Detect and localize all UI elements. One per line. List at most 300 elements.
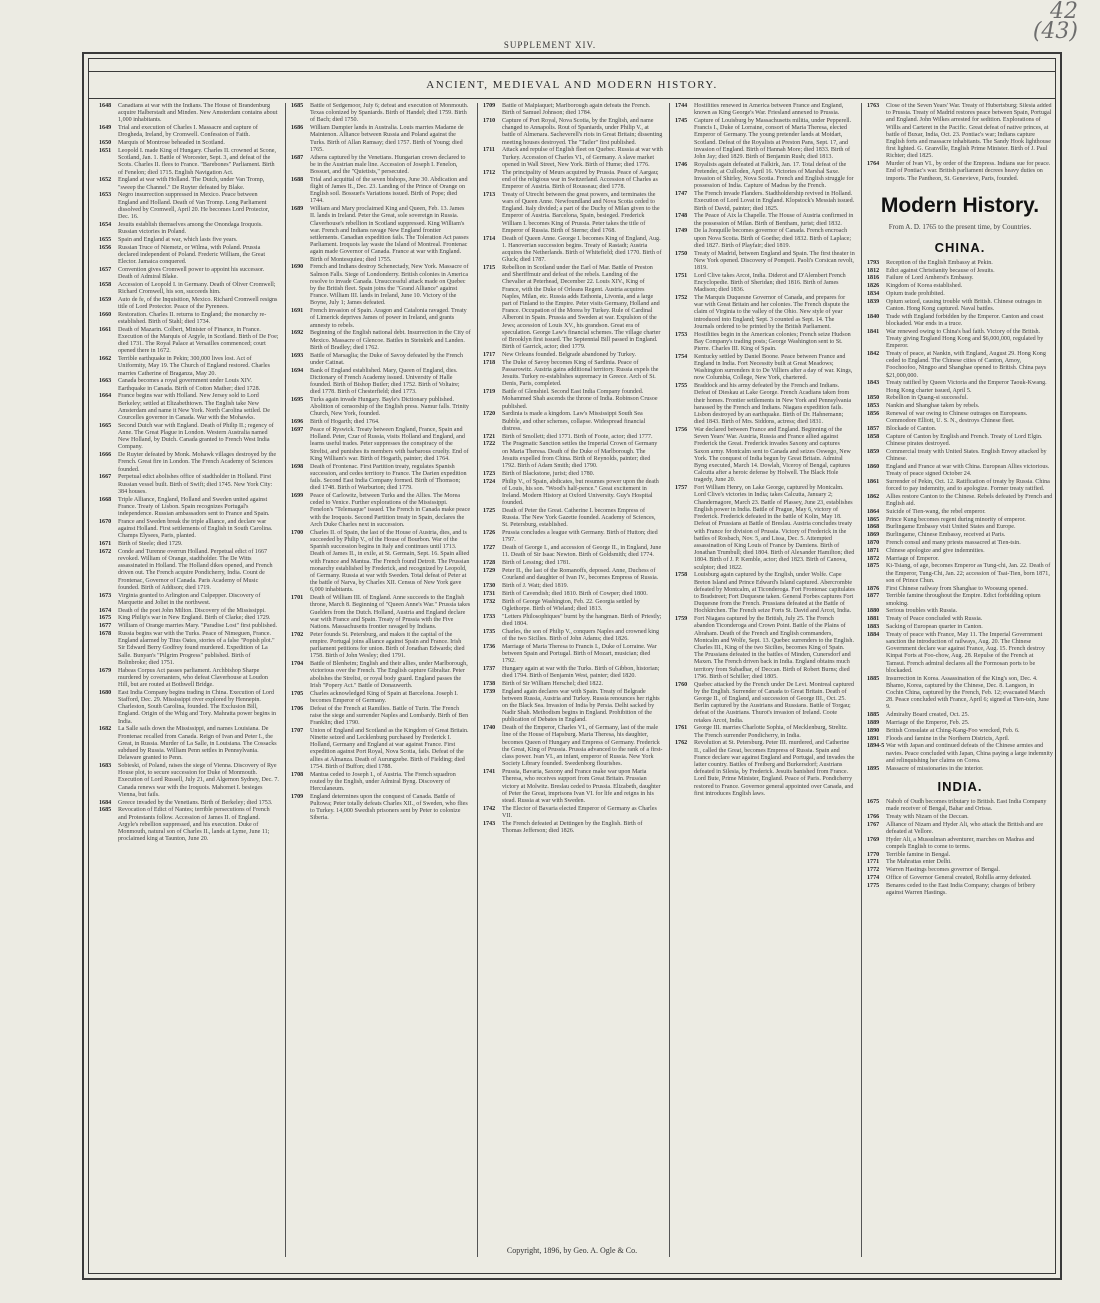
entry-text: Kentucky settled by Daniel Boone. Peace between France and England in India. Fort Necessity built at Great Meadows; Washington surrenders it to De Villiers after a day of war. Kings, now Columbia, College, New York, chartered. (694, 353, 853, 382)
entry-text: Battle of Malplaquet; Marlborough again defeats the French. Birth of Samuel Johnson; died 1784. (502, 103, 651, 117)
entry-year: 1839 (867, 298, 880, 305)
entry-text: French and Indians destroy Schenectady, New York. Massacre of Salmon Falls. Siege of Londonderry. British colonies in America resolve to invade Canada. Unsuccessful attack made on Quebec by the British fleet. Spain joins the "Grand Alliance" against France. William III. lands in Ireland, June 10. Victory of the Boyne, July 1; James defeated. (310, 264, 469, 307)
entry-text: Marriage of Maria Theresa to Francis I., Duke of Lorraine. War between Spain and Portugal. Birth of Mozart, musician; died 1792. (502, 643, 657, 665)
entry-text: Canada becomes a royal government under Louis XIV. Earthquake in Canada. Birth of Cotton Mather; died 1728. (118, 378, 261, 392)
history-entry (99, 541, 279, 548)
entry-year: 1655 (99, 236, 112, 243)
entry-text: Battle of Marsaglia; the Duke of Savoy defeated by the French under Catinat. (310, 352, 463, 366)
history-entry (867, 766, 1053, 773)
history-entry (99, 103, 279, 125)
entry-text: Capture of Canton by English and French. Treaty of Lord Elgin. Chinese pirates destroyed. (886, 433, 1043, 448)
history-entry (483, 806, 663, 820)
entry-text: The principality of Meurs acquired by Prussia. Peace of Aargau; end of the religious war in Switzerland. Accession of Charles as Emperor of Austria. Birth of Rousseau; died 1778. (502, 169, 659, 191)
entry-year: 1740 (483, 725, 496, 732)
history-entry (483, 599, 663, 613)
history-entry (675, 251, 855, 273)
history-entry (99, 140, 279, 147)
entry-year: 1708 (291, 771, 304, 778)
entry-text: Close of the Seven Years' War. Treaty of Hubertsburg; Silesia added to Prussia. Treaty of Madrid restores peace between Spain, Portugal and England. John Wilkes arrested for sedition. Explorations of Willis and Carteret in the Pacific. Great defeat of native princes, at battle of Buxar, India, Oct. 23. Pontiac's war; Indians capture English forts and massacre inhabitants. The Sandy Hook lighthouse first lighted. G. Granville, English Prime Minister. Birth of J. Paul Richter; died 1825. (886, 103, 1052, 160)
history-entry (291, 308, 471, 330)
history-entry (483, 170, 663, 192)
history-entry (99, 192, 279, 221)
column-divider (669, 103, 670, 1257)
entry-year: 1885 (867, 675, 880, 682)
entry-year: 1648 (99, 103, 112, 109)
entry-year: 1700 (291, 529, 304, 536)
section-heading: INDIA. (937, 778, 983, 794)
history-entry (867, 426, 1053, 433)
history-entry (867, 275, 1053, 282)
history-entry (483, 560, 663, 567)
entry-year: 1856 (867, 411, 880, 418)
history-entry (99, 623, 279, 630)
entry-text: Ki-Tsiang, of age, becomes Emperor as Tung-chi, Jan. 22. Death of the Emperor, Tung-Chi, Jan. 22; accession of Tsai-Tien, born 1871, son of Prince Chun. (886, 563, 1051, 584)
entry-year: 1736 (483, 643, 496, 650)
entry-text: Failure of Lord Amherst's Embassy. (886, 275, 974, 282)
entry-year: 1759 (675, 616, 688, 623)
entry-year: 1760 (675, 681, 688, 688)
entry-text: Reception of the English Embassy at Pekin. (886, 259, 993, 266)
history-entry (867, 676, 1053, 712)
entry-text: Nankin and Shanghae taken by rebels. (886, 403, 980, 410)
entry-year: 1774 (867, 874, 880, 881)
entry-text: Alliance of Nizam and Hyder Ali, who attack the British and are defeated at Vellore. (886, 821, 1044, 835)
entry-text: War declared between France and England. Beginning of the Seven Years' War. Austria, Russia and France allied against Frederick the Great. Frederick invades Saxony and captures Saxon army. Montcalm sent to Canada and seizes Oswego, New York. The conquest of India begun by Great Britain. Admiral Byng executed, March 14. Dowlah, Viceroy of Bengal, captures Calcutta after a heroic defense by Holwell. The Black Hole tragedy, June 20. (694, 427, 851, 484)
entry-text: Treaty of peace, at Nankin, with England, August 29. Hong Kong ceded to England. The Chinese cities of Canton, Amoy, Foochoofoo, Ningpo and Shanghae opened to British. China pays $21,000,000. (886, 351, 1047, 379)
entry-text: Birth of J. Watt; died 1819. (502, 583, 569, 590)
entry-year: 1894-5 (867, 743, 885, 750)
entry-text: Birth of Smollett; died 1771. Birth of Foote, actor; died 1777. (502, 433, 653, 440)
entry-text: Burlingame Embassy visit United States and Europe. (886, 524, 1016, 531)
entry-text: Prussia, Bavaria, Saxony and France make war upon Maria Theresa, who receives support from Great Britain. Prussian victory at Molwitz. Breslau ceded to Prussia. Elizabeth, daughter of Peter the Great, imprisons Ivan VI. for life and reigns in his stead. Russia at war with Sweden. (502, 769, 661, 804)
entry-year: 1724 (483, 478, 496, 485)
entry-year: 1763 (867, 103, 880, 109)
history-entry (99, 497, 279, 519)
entry-year: 1725 (483, 508, 496, 515)
history-entry (99, 237, 279, 244)
history-entry (867, 517, 1053, 524)
history-entry (99, 282, 279, 296)
history-entry (483, 118, 663, 147)
entry-year: 1709 (483, 103, 496, 109)
history-entry (675, 228, 855, 250)
history-entry (291, 493, 471, 529)
entry-year: 1649 (99, 125, 112, 132)
history-entry (675, 213, 855, 227)
history-entry (867, 380, 1053, 394)
entry-text: Mantua ceded to Joseph I., of Austria. The French squadron routed by the English, under Admiral Byng. Discovery of Herculaneum. (310, 771, 456, 792)
history-entry (867, 867, 1053, 874)
entry-year: 1761 (675, 725, 688, 732)
entry-text: Massacre of missionaries in the interior. (886, 765, 984, 772)
column-divider (285, 103, 286, 1257)
history-entry (99, 393, 279, 422)
entry-text: Commercial treaty with United States. English Envoy attacked by Chinese. (886, 448, 1047, 463)
entry-text: The French invade Flanders. Stadtholdership revived in Holland. Execution of Lord Lovat in England. Klopstock's Messiah issued. Birth of David, painter; died 1825. (694, 191, 855, 212)
entry-year: 1688 (291, 176, 304, 183)
modern-history-title: Modern History. (880, 193, 1040, 217)
entry-text: The Pragmatic Sanction settles the Imperial Crown of Germany on Maria Theresa. Death of the Duke of Marlborough. The Jesuits expelled from China. Birth of Reynolds, painter; died 1792. Birth of Adam Smith; died 1790. (502, 441, 658, 470)
entry-text: Treaty of Madrid, between England and Spain. The first theater in New York opened. Discovery of Pompeii. Paoli's Corsican revolt, 1819. (694, 250, 855, 272)
entry-text: Death of Mazarin. Colbert, Minister of Finance, in France. Execution of the Marquis of Argyle, in Scotland. Birth of De Foe; died 1731. The Royal Palace at Versailles commenced; court opened there in 1672. (118, 326, 279, 355)
history-entry (99, 763, 279, 799)
entry-year: 1793 (867, 259, 880, 266)
entry-text: Conde and Turenne overrun Holland. Perpetual edict of 1667 revoked. William of Orange, stadtholder. The De Witts assassinated in Holland. The Holland dikes opened, and French driven out. The French acquire Pondicherry, India. Count de Frontenac, Governor of Canada. Paris Academy of Music founded. Birth of Addison; died 1719. (118, 548, 273, 591)
entry-year: 1692 (291, 330, 304, 337)
entry-text: Blockade of Canton. (886, 426, 937, 433)
entry-year: 1853 (867, 403, 880, 410)
entry-year: 1712 (483, 169, 496, 176)
history-entry (483, 479, 663, 508)
entry-year: 1731 (483, 590, 496, 597)
history-entry (675, 191, 855, 213)
column-divider (861, 103, 862, 1257)
history-entry (291, 772, 471, 794)
entry-text: Rebellion in Quang-si successful. (886, 395, 968, 402)
history-entry (291, 177, 471, 206)
entry-year: 1717 (483, 352, 496, 359)
history-entry (867, 494, 1053, 508)
entry-text: Bank of England established. Mary, Queen of England, dies. Dictionary of French Academy issued. University of Halle founded. Birth of Bishop Butler; died 1752. Birth of Voltaire; died 1778. Birth of Chesterfield; died 1773. (310, 367, 460, 396)
entry-year: 1876 (867, 585, 880, 592)
history-entry (291, 264, 471, 307)
entry-text: William of Orange marries Mary. "Paradise Lost" first published. (118, 623, 278, 630)
history-entry (483, 236, 663, 265)
entry-text: Athens captured by the Venetians. Hungarian crown declared to be in the Austrian male line. Accession of Joseph I. Fenelon, Bossuet, and the "Quietists," persecuted. (310, 154, 466, 176)
entry-text: Birth of Blackstone, jurist; died 1780. (502, 470, 595, 477)
entry-text: East India Company begins trading in China. Execution of Lord Stafford, Dec. 29. Mississippi river explored by Hennepin. Charleston, South Carolina, founded. The Exclusion Bill, England. Origin of the Whig and Tory. Mahratta power begins in India. (118, 689, 277, 725)
history-entry (99, 519, 279, 541)
entry-text: Restoration. Charles II. returns to England; the monarchy re-established. Birth of Stahl; died 1734. (118, 311, 267, 326)
entry-text: Auto de fe, of the Inquisition, Mexico. Richard Cromwell resigns title of Lord Protector. Peace of the Pyrenees. (118, 296, 278, 311)
history-entry (291, 368, 471, 397)
entry-text: Greece invaded by the Venetians. Birth of Berkeley; died 1753. (118, 799, 273, 806)
entry-text: Capture of Louisburg by Massachusetts militia, under Pepperell. Francis I., Duke of Lorraine, consort of Maria Theresa, elected Emperor of Germany. The young pretender lands at Moidart, Scotland. Defeat of the Royalists at Preston Pans, Sept. 17, and invasion of England. Birth of Hannah More; died 1833. Birth of John Jay; died 1829. Birth of Benjamin Rush; died 1813. (694, 118, 852, 161)
history-entry (483, 821, 663, 835)
entry-year: 1666 (99, 452, 112, 459)
entry-year: 1889 (867, 720, 880, 726)
history-entry (867, 479, 1053, 493)
entry-year: 1772 (867, 867, 880, 874)
entry-year: 1670 (99, 518, 112, 525)
entry-text: Sardinia is made a kingdom. Law's Mississippi South Sea Bubble, and other schemes, collapse. Widespread financial distress. (502, 411, 646, 432)
entry-year: 1875 (867, 563, 880, 570)
history-entry (483, 441, 663, 470)
entry-year: 1685 (291, 103, 304, 109)
history-entry (675, 354, 855, 383)
history-entry (675, 616, 855, 681)
history-entry (99, 608, 279, 615)
history-entry (99, 615, 279, 622)
entry-text: France and Sweden break the triple alliance, and declare war against Holland. First settlements of English in South Carolina. Champs Elysees, Paris, planted. (118, 518, 273, 540)
entry-text: War renewed owing to China's bad faith. Victory of the British. Treaty giving England Hong Kong and $6,000,000, regulated by Emperor. (886, 328, 1044, 350)
entry-text: Benares ceded to the East India Company; charges of bribery against Warren Hastings. (886, 882, 1036, 896)
entry-text: Office of Governor General created, Rohilla army defeated. (886, 874, 1032, 881)
entry-year: 1812 (867, 267, 880, 274)
entry-text: Birth of Cavendish; died 1810. Birth of Cowper; died 1800. (502, 590, 648, 597)
entry-year: 1746 (675, 161, 688, 168)
entry-text: Terrible earthquake in Pekin; 300,000 lives lost. Act of Uniformity, May 19. The Church of England restored. Charles marries Catherine of Braganza, May 20. (118, 356, 270, 377)
entry-year: 1747 (675, 191, 688, 198)
entry-text: Serious troubles with Russia. (886, 608, 958, 615)
entry-text: Allies restore Canton to the Chinese. Rebels defeated by French and English aid. (886, 493, 1053, 508)
history-entry (867, 593, 1053, 607)
entry-year: 1754 (675, 353, 688, 360)
entry-text: Philip V., of Spain, abdicates, but resumes power upon the death of Louis, his son. "Wood's half-pence." Great excitement in Ireland. Modern History at Oxford University. Guy's Hospital founded. (502, 478, 659, 507)
entry-year: 1869 (867, 532, 880, 539)
entry-year: 1816 (867, 275, 880, 282)
history-entry (483, 471, 663, 478)
entry-year: 1749 (675, 228, 688, 235)
history-entry (99, 312, 279, 326)
entry-year: 1895 (867, 765, 880, 772)
entry-year: 1683 (99, 763, 112, 770)
entry-text: Hostilities renewed in America between France and England, known as King George's War. Friesland annexed to Prussia. (694, 103, 844, 117)
entry-text: Birth of Lessing; died 1781. (502, 560, 571, 567)
history-entry (99, 726, 279, 762)
entry-text: Hyder Ali, a Mussulman adventurer, marches on Madras and compels English to come to terms. (886, 836, 1035, 850)
entry-text: Prussia concludes a league with Germany. Birth of Hutton; died 1797. (502, 530, 658, 544)
page-inner-frame (88, 58, 1056, 1274)
entry-text: Admiralty Board created, Oct. 25. (886, 712, 970, 719)
entry-year: 1730 (483, 583, 496, 590)
entry-text: Lord Clive takes Arcot, India. Diderot and D'Alembert French Encyclopedie. Birth of Sheridan; died 1816. Birth of James Madison; died 1836. (694, 272, 846, 294)
history-entry (483, 591, 663, 598)
history-entry (483, 508, 663, 530)
entry-year: 1682 (99, 726, 112, 733)
entry-text: Death of Peter the Great. Catherine I. becomes Empress of Russia. The New York Gazette founded. Academy of Sciences, St. Petersburg, established. (502, 508, 656, 529)
history-entry (483, 147, 663, 169)
entry-year: 1726 (483, 530, 496, 537)
entry-text: Renewal of war owing to Chinese outrages on Europeans. Commodore Elliott, U. S. N., destroys Chinese fleet. (886, 411, 1028, 425)
entry-year: 1739 (483, 688, 496, 695)
column-divider (477, 103, 478, 1257)
history-entry (291, 330, 471, 352)
entry-year: 1659 (99, 296, 112, 303)
entry-year: 1742 (483, 805, 496, 812)
history-entry (99, 690, 279, 726)
history-entry (675, 332, 855, 354)
entry-text: England and France at war with China. European Allies victorious. Treaty of peace signed October 24. (886, 463, 1050, 478)
section-heading: CHINA. (934, 239, 986, 255)
history-entry (867, 556, 1053, 563)
history-entry (867, 852, 1053, 859)
entry-year: 1758 (675, 572, 688, 579)
entry-text: Death of Frontenac. First Partition treaty, regulates Spanish succession, and cedes territory to France. The Darien expedition fails. Second East India Company formed. Birth of Thomson; died 1748. Birth of Warburton; died 1779. (310, 463, 467, 492)
entry-year: 1877 (867, 593, 880, 600)
history-entry (867, 743, 1053, 765)
entry-text: Battle of Blenheim; English and their allies, under Marlborough, victorious over the French. The English capture Gibraltar. Peter abolishes the Streltsi, or royal body guard. England passes the Irish "Popery Act." Battle of Donauwerth. (310, 661, 468, 689)
entry-text: Warren Hastings becomes governor of Bengal. (886, 867, 1000, 874)
entry-text: Sobieski, of Poland, raises the siege of Vienna. Discovery of Rye House plot, to secure succession for Duke of Monmouth. Execution of Lord Russell, July 21, and Algernon Sydney, Dec. 7. Canada renews war with the Iroquois. Mahomet I. besieges Vienna, but fails. (118, 763, 279, 798)
entry-year: 1753 (675, 331, 688, 338)
history-entry (867, 314, 1053, 328)
entry-year: 1714 (483, 235, 496, 242)
entry-text: Nabob of Oudh becomes tributary to British. East India Company made receiver of Bengal, Bahar and Orissa. (886, 798, 1047, 812)
entry-year: 1651 (99, 148, 112, 154)
entry-text: Marriage of Emperor. (886, 555, 939, 562)
entry-year: 1698 (291, 463, 304, 470)
page-frame (82, 52, 1062, 1280)
entry-text: Sacking of European quarter in Canton. (886, 623, 983, 630)
entry-year: 1694 (291, 367, 304, 374)
entry-text: Trial and execution of Charles I. Massacre and capture of Drogheda, Ireland, by Cromwell. Confession of Faith. (118, 125, 258, 139)
history-entry (867, 403, 1053, 410)
history-entry (867, 728, 1053, 735)
history-entry (483, 352, 663, 359)
history-entry (99, 356, 279, 378)
entry-text: Marquis of Montrose beheaded in Scotland. (118, 140, 225, 147)
entry-year: 1713 (483, 191, 496, 198)
entry-year: 1695 (291, 397, 304, 404)
entry-text: The Elector of Bavaria elected Emperor of Germany as Charles VII. (502, 805, 657, 819)
entry-year: 1751 (675, 272, 688, 279)
entry-year: 1722 (483, 441, 496, 448)
entry-year: 1679 (99, 667, 112, 674)
history-entry (99, 148, 279, 177)
entry-year: 1672 (99, 548, 112, 555)
entry-text: Revocation of Edict of Nantes; terrible persecutions of French and Protestants follow. Accession of James II. of England. Argyle's rebellion suppressed, and his execution. Duke of Monmouth, natural son of Charles II., lands at Lyme, June 11; proclaimed king at Taunton, June 20. (118, 807, 270, 843)
entry-text: Trial and acquittal of the seven bishops, June 30. Abdication and flight of James II., Dec. 23. Landing of the Prince of Orange on English soil. Bossuet's Variations issued. Birth of Pope; died 1744. (310, 176, 468, 205)
entry-year: 1654 (99, 221, 112, 228)
entry-text: Russia begins war with the Turks. Peace of Nimeguen, France. England alarmed by Titus Oates, stories of a false "Popish plot." Sir Edward Berry Godfrey found murdered. Expedition of La Salle. Bunyan's "Pilgrim Progress" published. Birth of Bolinbroke; died 1751. (118, 631, 275, 666)
history-entry (867, 449, 1053, 463)
entry-year: 1668 (99, 496, 112, 503)
entry-text: Hostilities begin in the American colonies; French seize Hudson Bay Company's trading posts; George Washington sent to St. Pierre. Charles III. King of Spain. (694, 331, 851, 353)
entry-year: 1656 (99, 244, 112, 251)
history-entry (483, 411, 663, 433)
entry-text: Trade with England forbidden by the Emperor. Canton and coast blockaded. War ends in a truce. (886, 313, 1044, 328)
history-entry (675, 572, 855, 615)
modern-history-subtitle: From A. D. 1765 to the present time, by Countries. (888, 222, 1032, 231)
entry-year: 1860 (867, 463, 880, 470)
entry-text: Treaty of Utrecht between the great powers, and terminates the wars of Queen Anne. Newfoundland and Nova Scotia ceded to England. Italy divided; a part of the Duchy of Milan given to the Emperor of Austria. Barcelona, Spain, besieged. Frederick William I. becomes King of Prussia. Peter takes the title of Emperor of Russia. Birth of Sterne; died 1768. (502, 191, 660, 234)
entry-year: 1664 (99, 393, 112, 400)
entry-text: Death of Queen Anne. George I. becomes King of England, Aug. 1. Hanoverian succession begins. Treaty of Rastadt; Austria acquires the Netherlands. Birth of Whitefield; died 1770. Birth of Gluck; died 1787. (502, 235, 662, 264)
entry-text: La Salle sails down the Mississippi, and names Louisiana. De Frontenac recalled from Canada. Reign of Ivan and Peter I., the Great, in Russia. Murder of La Salle, in Louisiana. The Cossacks subdued by Russia. William Penn settles in Pennsylvania. Delaware granted to Penn. (118, 726, 277, 762)
entry-text: Floods and famine in the Northern Districts, April. (886, 735, 1010, 742)
entry-year: 1709 (291, 793, 304, 800)
entry-text: First Chinese railway from Shanghae to Woosung opened. (886, 585, 1028, 592)
entry-text: Jesuits establish themselves among the Onondaga Iroquois. Russian victories in Poland. (118, 221, 263, 236)
entry-year: 1885 (867, 712, 880, 719)
entry-year: 1687 (291, 154, 304, 161)
history-entry (483, 769, 663, 805)
entry-year: 1842 (867, 351, 880, 358)
history-entry (483, 265, 663, 351)
entry-year: 1884 (867, 631, 880, 638)
entry-text: Kingdom of Korea established. (886, 283, 963, 290)
entry-year: 1862 (867, 493, 880, 500)
entry-year: 1721 (483, 433, 496, 440)
entry-year: 1748 (675, 213, 688, 220)
history-entry (483, 689, 663, 725)
entry-year: 1857 (867, 426, 880, 433)
entry-year: 1675 (867, 798, 880, 805)
entry-text: Death of George I., and accession of George II., in England, June 11. Death of Sir Isaac Newton. Birth of Goldsmith; died 1774. (502, 545, 662, 559)
entry-text: Edict against Christianity because of Jesuits. (886, 267, 995, 274)
history-entry (867, 720, 1053, 727)
entry-text: Quebec attacked by the French under De Levi. Montreal captured by the English. Surrender of Canada to Great Britain. Death of George II., of England, and succession of George III., Oct. 25. Berlin captured by the Austrians and Russians. Battle of Torgau; defeat of the Austrians. Thurot's invasion of Ireland. Coote retakes Arcot, India. (694, 681, 855, 724)
history-entry (99, 327, 279, 356)
entry-text: Burlingame, Chinese Embassy, received at Paris. (886, 532, 1006, 539)
history-entry (675, 725, 855, 739)
entry-year: 1883 (867, 623, 880, 630)
entry-year: 1859 (867, 448, 880, 455)
entry-text: King Philip's war in New England. Birth of Clarke; died 1729. (118, 615, 271, 622)
history-entry (483, 360, 663, 389)
entry-text: Treaty of peace with France, May 11. The Imperial Government sanction the introduction of railways, Aug. 20. The Chinese Government declare war against France, Aug. 15. French destroy Kinpai Forts at Foo-chow, Aug. 28. Repulse of the French at Tamsui. French admiral declares all the Formosan ports to be blockaded. (886, 631, 1045, 674)
entry-year: 1707 (291, 727, 304, 734)
supplement-label: SUPPLEMENT XIV. (503, 40, 597, 50)
entry-text: Death of the poet John Milton. Discovery of the Mississippi. (118, 607, 266, 614)
history-entry (867, 299, 1053, 313)
history-entry (675, 118, 855, 161)
history-entry (675, 682, 855, 725)
entry-text: Birth of Hogarth; died 1764. (310, 419, 380, 426)
column-5 (867, 103, 1053, 1257)
entry-text: Beginning of the English national debt. Insurrection in the City of Mexico. Massacre of Glencoe. Battles in Steinkirk and Landen. Birth of Bradley; died 1762. (310, 330, 471, 351)
history-entry (675, 740, 855, 798)
history-entry (99, 222, 279, 236)
entry-text: De Ruyter defeated by Monk. Mohawk villages destroyed by the French. Great fire in London. The French Academy of Sciences founded. (118, 452, 277, 473)
history-entry (291, 632, 471, 661)
entry-year: 1826 (867, 283, 880, 290)
entry-text: Capture of Port Royal, Nova Scotia, by the English, and name changed to Annapolis. Rout of Spaniards, under Philip V., at battle of Almenara. Sacheverell's riots in Great Britain; dissenting meeting houses destroyed. The "Tatler" first published. (502, 118, 663, 146)
entry-year: 1757 (675, 485, 688, 492)
entry-year: 1684 (99, 799, 112, 806)
entry-year: 1750 (675, 250, 688, 257)
entry-text: Accession of Leopold I. in Germany. Death of Oliver Cromwell; Richard Cromwell, his son, succeeds him. (118, 281, 276, 296)
entry-year: 1677 (99, 623, 112, 630)
entry-year: 1689 (291, 206, 304, 213)
entry-text: Treaty with Nizam of the Deccan. (886, 813, 969, 820)
entry-year: 1662 (99, 356, 112, 363)
entry-year: 1720 (483, 411, 496, 418)
entry-year: 1741 (483, 769, 496, 776)
history-entry (291, 427, 471, 463)
entry-text: George III. marries Charlotte Sophia, of Mecklenburg, Strelitz. The French surrender Pondicherry, in India. (694, 725, 848, 739)
history-entry (291, 206, 471, 264)
history-entry (867, 632, 1053, 675)
history-entry (867, 875, 1053, 882)
entry-year: 1673 (99, 592, 112, 599)
entry-text: Murder of Ivan VI., by order of the Empress. Indians sue for peace. End of Pontiac's war. British parliament decrees heavy duties on imports. The Pantheon, St. Genevieve, Paris, founded. (886, 161, 1051, 182)
column-4 (675, 103, 855, 1257)
entry-text: French invasion of Spain. Aragon and Catalonia ravaged. Treaty of Limerick deprives James of power in Ireland, and grants amnesty to rebels. (310, 308, 467, 329)
history-entry (291, 530, 471, 595)
entry-year: 1667 (99, 474, 112, 481)
history-entry (867, 624, 1053, 631)
entry-text: The Mahrattas enter Delhi. (886, 859, 952, 866)
history-entry (675, 103, 855, 117)
history-entry (483, 629, 663, 643)
entry-year: 1727 (483, 545, 496, 552)
entry-year: 1769 (867, 836, 880, 843)
history-entry (483, 644, 663, 666)
entry-text: Birth of George Washington, Feb. 22. Georgia settled by Oglethorpe. Birth of Wieland; died 1813. (502, 598, 640, 612)
entry-text: Hungary again at war with the Turks. Birth of Gibbon, historian; died 1794. Birth of Benjamin West, painter; died 1820. (502, 665, 660, 680)
entry-year: 1719 (483, 389, 496, 396)
entry-year: 1663 (99, 378, 112, 385)
entry-year: 1660 (99, 311, 112, 318)
history-entry (483, 530, 663, 544)
entry-text: Perpetual edict abolishes office of stadtholder in Holland. First Russian vessel built. Birth of Swift; died 1745. New York City: 384 houses. (118, 474, 273, 495)
history-entry (867, 329, 1053, 351)
history-entry (675, 383, 855, 426)
column-1 (99, 103, 279, 1257)
history-entry (675, 295, 855, 331)
